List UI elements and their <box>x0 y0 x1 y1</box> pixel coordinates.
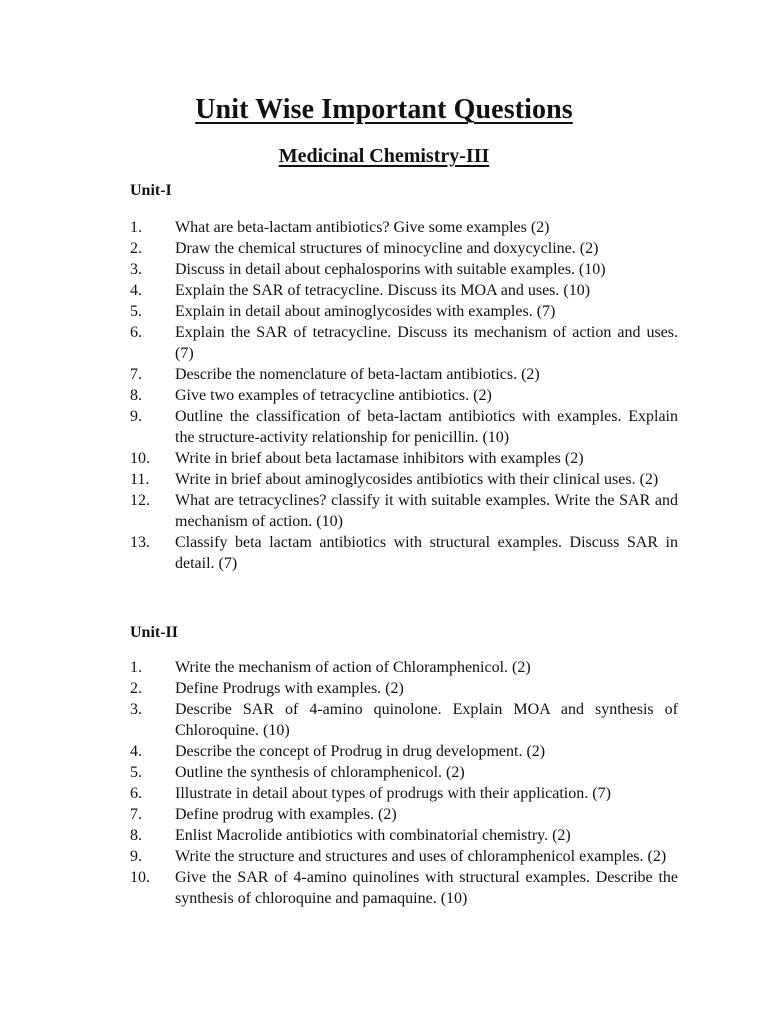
question-item <box>130 280 678 301</box>
question-text: Write in brief about aminoglycosides antibiotics with their clinical uses. (2) <box>175 471 659 488</box>
question-number: 5. <box>130 303 142 320</box>
question-number: 10. <box>130 869 150 886</box>
question-item <box>130 490 678 532</box>
question-number: 1. <box>130 219 142 236</box>
question-text: Define prodrug with examples. (2) <box>175 806 397 823</box>
question-number: 11. <box>130 471 150 488</box>
question-item <box>130 825 678 846</box>
question-list <box>130 657 678 909</box>
question-text: Explain in detail about aminoglycosides with examples. (7) <box>175 303 556 320</box>
question-item <box>130 469 678 490</box>
question-number: 4. <box>130 282 142 299</box>
question-item <box>130 238 678 259</box>
page-subtitle: Medicinal Chemistry-III <box>278 145 490 167</box>
question-text: Write the mechanism of action of Chloramphenicol. (2) <box>175 659 531 676</box>
question-number: 5. <box>130 764 142 781</box>
question-item <box>130 364 678 385</box>
question-item <box>130 448 678 469</box>
question-text: Illustrate in detail about types of prodrugs with their application. (7) <box>175 785 611 802</box>
question-number: 6. <box>130 785 142 802</box>
question-number: 9. <box>130 408 142 425</box>
question-item <box>130 217 678 238</box>
question-text: Describe the concept of Prodrug in drug development. (2) <box>175 743 546 760</box>
question-text: Describe SAR of 4-amino quinolone. Explain MOA and synthesis of Chloroquine. (10) <box>175 701 678 739</box>
question-number: 3. <box>130 701 142 718</box>
question-number: 6. <box>130 324 142 341</box>
question-number: 8. <box>130 827 142 844</box>
question-text: Discuss in detail about cephalosporins with suitable examples. (10) <box>175 261 606 278</box>
page-title: Unit Wise Important Questions <box>195 94 573 125</box>
question-number: 7. <box>130 806 142 823</box>
question-number: 8. <box>130 387 142 404</box>
question-text: Explain the SAR of tetracycline. Discuss its MOA and uses. (10) <box>175 282 591 299</box>
question-text: Enlist Macrolide antibiotics with combinatorial chemistry. (2) <box>175 827 571 844</box>
question-text: Give two examples of tetracycline antibiotics. (2) <box>175 387 492 404</box>
question-number: 4. <box>130 743 142 760</box>
question-number: 2. <box>130 680 142 697</box>
question-number: 9. <box>130 848 142 865</box>
question-item <box>130 322 678 364</box>
question-text: Draw the chemical structures of minocycline and doxycycline. (2) <box>175 240 599 257</box>
question-number: 7. <box>130 366 142 383</box>
question-item <box>130 259 678 280</box>
question-item <box>130 699 678 741</box>
question-text: Write in brief about beta lactamase inhibitors with examples (2) <box>175 450 584 467</box>
question-number: 1. <box>130 659 142 676</box>
question-text: Write the structure and structures and uses of chloramphenicol examples. (2) <box>175 848 667 865</box>
question-number: 10. <box>130 450 150 467</box>
question-text: Describe the nomenclature of beta-lactam antibiotics. (2) <box>175 366 540 383</box>
question-item <box>130 301 678 322</box>
question-number: 3. <box>130 261 142 278</box>
question-item <box>130 804 678 825</box>
question-text: Outline the synthesis of chloramphenicol. (2) <box>175 764 465 781</box>
question-item <box>130 532 678 574</box>
question-text: Give the SAR of 4-amino quinolines with structural examples. Describe the synthesis of chloroquine and pamaquine. (10) <box>175 869 678 907</box>
question-number: 12. <box>130 492 150 509</box>
question-text: What are tetracyclines? classify it with suitable examples. Write the SAR and mechanism of action. (10) <box>175 492 678 530</box>
question-list <box>130 217 678 574</box>
question-item <box>130 867 678 909</box>
question-number: 13. <box>130 534 150 551</box>
question-item <box>130 741 678 762</box>
question-item <box>130 406 678 448</box>
question-text: Define Prodrugs with examples. (2) <box>175 680 404 697</box>
question-text: What are beta-lactam antibiotics? Give some examples (2) <box>175 219 550 236</box>
unit-heading: Unit-I <box>130 182 172 199</box>
question-text: Explain the SAR of tetracycline. Discuss its mechanism of action and uses. (7) <box>175 324 678 362</box>
question-item <box>130 783 678 804</box>
question-text: Classify beta lactam antibiotics with structural examples. Discuss SAR in detail. (7) <box>175 534 678 572</box>
question-item <box>130 762 678 783</box>
question-number: 2. <box>130 240 142 257</box>
question-item <box>130 657 678 678</box>
question-item <box>130 385 678 406</box>
question-item <box>130 678 678 699</box>
unit-heading: Unit-II <box>130 624 179 641</box>
question-text: Outline the classification of beta-lactam antibiotics with examples. Explain the structure-activity relationship for penicillin. (10) <box>175 408 678 446</box>
question-item <box>130 846 678 867</box>
